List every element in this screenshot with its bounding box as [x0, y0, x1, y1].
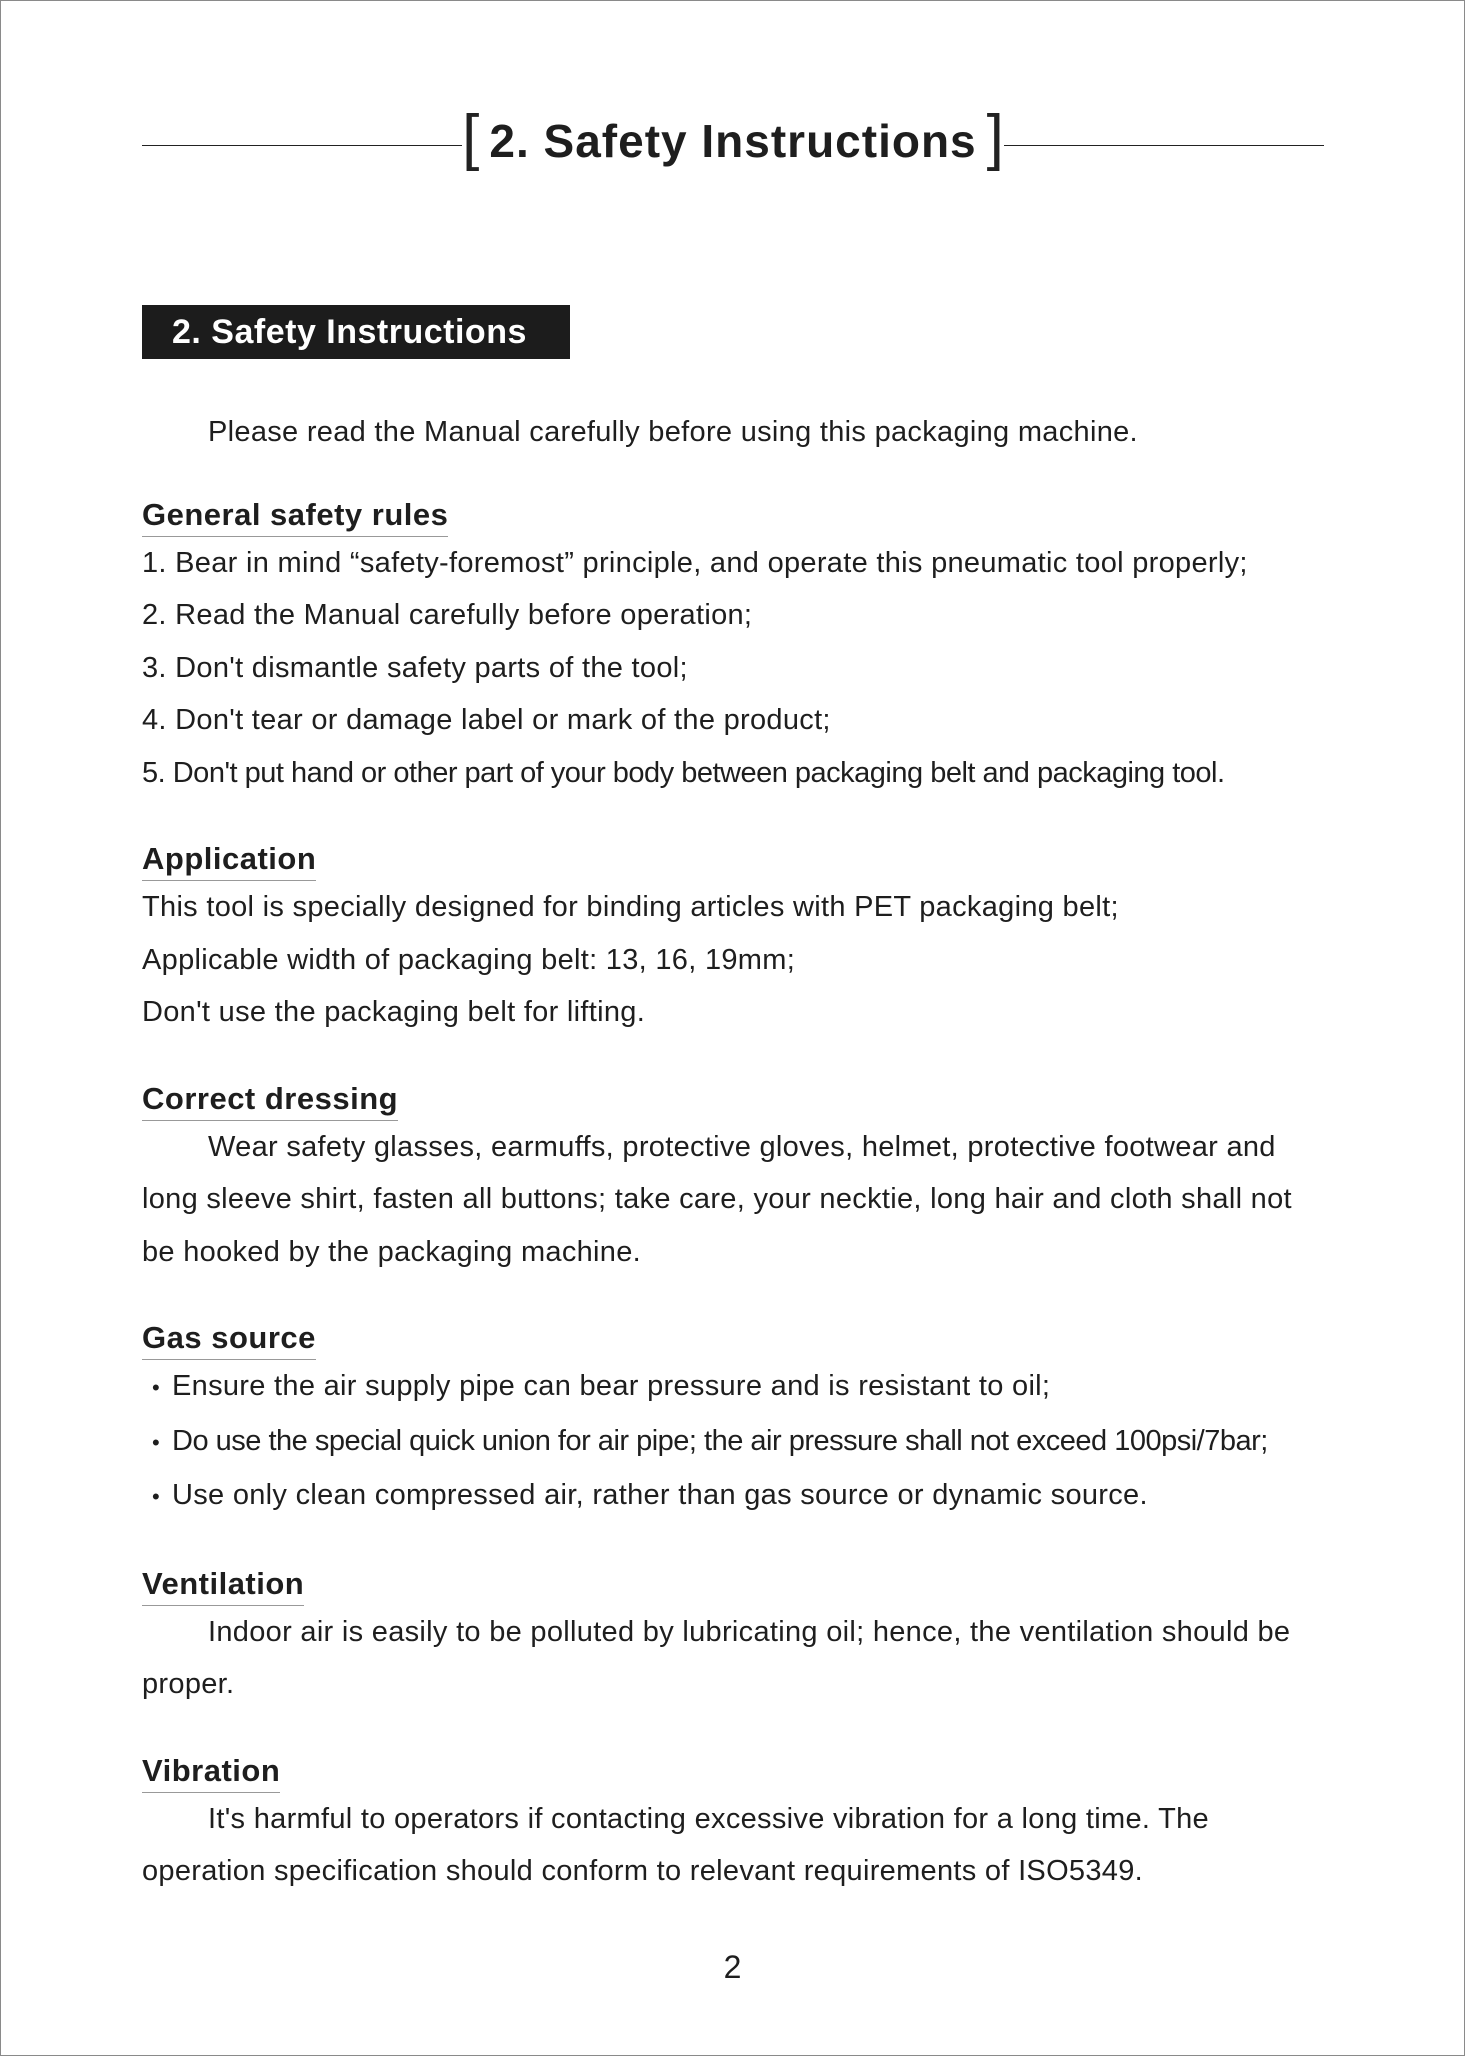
ventilation-heading: Ventilation — [142, 1564, 304, 1606]
dressing-heading-wrap — [142, 1065, 1342, 1121]
intro-text: Please read the Manual carefully before using this packaging machine. — [208, 416, 1138, 448]
dressing-heading: Correct dressing — [142, 1079, 398, 1121]
vibration-text: It's harmful to operators if contacting excessive vibration for a long time. The operation specification should conform to relevant requirements of ISO5349. — [142, 1802, 1209, 1887]
general-heading-wrap — [142, 481, 1342, 537]
vibration-heading: Vibration — [142, 1751, 280, 1793]
general-item: 1. Bear in mind “safety-foremost” principle, and operate this pneumatic tool properly; — [142, 546, 1248, 579]
gas-item — [142, 1360, 1342, 1415]
application-line: Don't use the packaging belt for lifting. — [142, 996, 646, 1028]
ventilation-heading-wrap — [142, 1550, 1342, 1606]
gas-item-text: Do use the special quick union for air pipe; the air pressure shall not exceed 100psi/7bar; — [172, 1424, 1268, 1457]
header-rule-right — [1004, 145, 1324, 146]
dressing-text: Wear safety glasses, earmuffs, protective gloves, helmet, protective footwear and long sleeve shirt, fasten all buttons; take care, your necktie, long hair and cloth shall not be hooked by the packaging machine. — [142, 1130, 1292, 1268]
gas-heading-wrap — [142, 1304, 1342, 1360]
page-header — [142, 103, 1324, 173]
gas-item-text: Use only clean compressed air, rather than gas source or dynamic source. — [172, 1479, 1148, 1511]
application-line: This tool is specially designed for binding articles with PET packaging belt; — [142, 891, 1119, 923]
bullet-icon: • — [152, 1484, 161, 1509]
header-bracket-left: [ — [462, 103, 480, 172]
general-item: 5. Don't put hand or other part of your body between packaging belt and packaging tool. — [142, 756, 1225, 789]
gas-heading: Gas source — [142, 1318, 316, 1360]
content-body — [142, 406, 1342, 1898]
header-rule-left — [142, 145, 462, 146]
application-line: Applicable width of packaging belt: 13, 16, 19mm; — [142, 943, 796, 976]
ventilation-text: Indoor air is easily to be polluted by lubricating oil; hence, the ventilation should be proper. — [142, 1615, 1291, 1700]
gas-item — [142, 1415, 1342, 1470]
general-item: 3. Don't dismantle safety parts of the tool; — [142, 651, 688, 684]
bullet-icon: • — [152, 1375, 161, 1400]
bullet-icon: • — [152, 1429, 160, 1455]
section-label: 2. Safety Instructions — [142, 305, 570, 359]
page-number: 2 — [723, 1949, 742, 1985]
gas-item — [142, 1469, 1342, 1524]
general-item: 4. Don't tear or damage label or mark of the product; — [142, 704, 831, 736]
application-heading-wrap — [142, 825, 1342, 881]
header-bracket-right: ] — [986, 103, 1004, 172]
gas-item-text: Ensure the air supply pipe can bear pressure and is resistant to oil; — [172, 1370, 1051, 1402]
general-item: 2. Read the Manual carefully before operation; — [142, 599, 753, 631]
page-title: 2. Safety Instructions — [489, 115, 977, 167]
general-heading: General safety rules — [142, 495, 448, 537]
vibration-heading-wrap — [142, 1737, 1342, 1793]
application-heading: Application — [142, 839, 316, 881]
